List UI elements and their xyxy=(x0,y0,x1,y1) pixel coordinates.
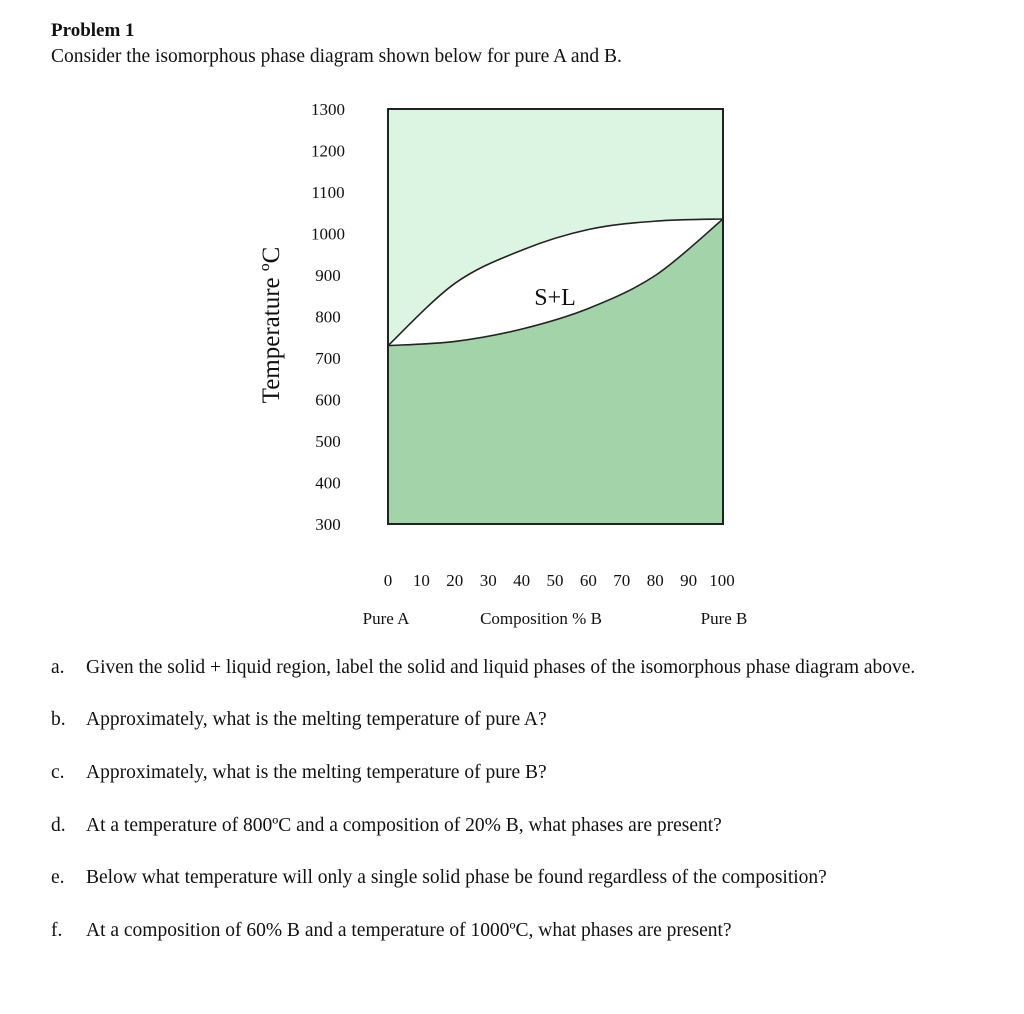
x-label-pure-a: Pure A xyxy=(362,609,410,628)
x-tick-labels xyxy=(384,571,735,590)
y-tick-label: 600 xyxy=(315,390,341,410)
x-tick-label: 10 xyxy=(412,571,430,590)
question-f xyxy=(51,919,961,943)
y-tick-label: 1300 xyxy=(311,100,345,119)
y-tick-label: 1200 xyxy=(311,141,345,161)
y-tick-label: 1100 xyxy=(311,183,345,202)
x-tick-label: 100 xyxy=(709,571,735,590)
x-tick-label: 90 xyxy=(680,571,698,590)
y-tick-label: 500 xyxy=(315,432,341,451)
y-tick-label: 800 xyxy=(315,307,341,327)
question-text: Below what temperature will only a single solid phase be found regardless of the composition? xyxy=(86,867,827,888)
y-tick-label: 900 xyxy=(315,266,341,285)
region-label-s-plus-l: S+L xyxy=(534,285,576,311)
question-b xyxy=(51,708,961,732)
question-a xyxy=(51,656,961,680)
y-tick-labels xyxy=(311,100,345,534)
question-letter: e. xyxy=(51,867,65,888)
y-tick-label: 400 xyxy=(315,473,341,493)
question-letter: c. xyxy=(51,762,65,783)
question-text: Given the solid + liquid region, label the solid and liquid phases of the isomorphous phase diagram above. xyxy=(86,657,916,678)
question-letter: a. xyxy=(51,657,65,678)
question-list xyxy=(51,656,961,943)
x-tick-label: 20 xyxy=(446,571,464,590)
x-tick-label: 40 xyxy=(513,571,531,590)
x-tick-label: 50 xyxy=(546,571,564,590)
y-tick-label: 300 xyxy=(315,515,341,534)
x-tick-label: 70 xyxy=(613,571,631,590)
problem-title: Problem 1 xyxy=(51,20,135,41)
question-letter: f. xyxy=(51,920,63,941)
y-tick-label: 700 xyxy=(315,349,341,368)
x-tick-label: 30 xyxy=(479,571,497,590)
question-c xyxy=(51,761,961,785)
question-d xyxy=(51,814,961,838)
question-text: Approximately, what is the melting temperature of pure A? xyxy=(86,709,547,730)
y-tick-label: 1000 xyxy=(311,224,345,244)
problem-intro: Consider the isomorphous phase diagram shown below for pure A and B. xyxy=(51,46,622,67)
x-label-pure-b: Pure B xyxy=(700,609,748,628)
x-tick-label: 60 xyxy=(579,571,597,590)
question-e xyxy=(51,866,961,890)
question-text: At a temperature of 800ºC and a composition of 20% B, what phases are present? xyxy=(86,815,722,836)
question-text: At a composition of 60% B and a temperature of 1000ºC, what phases are present? xyxy=(86,920,732,941)
x-tick-label: 80 xyxy=(646,571,664,590)
y-axis-label: Temperature ºC xyxy=(258,246,285,404)
question-letter: b. xyxy=(51,709,66,730)
question-text: Approximately, what is the melting temperature of pure B? xyxy=(86,762,547,783)
x-tick-label: 0 xyxy=(383,571,393,590)
x-axis-label: Composition % B xyxy=(480,609,602,628)
question-letter: d. xyxy=(51,815,66,836)
